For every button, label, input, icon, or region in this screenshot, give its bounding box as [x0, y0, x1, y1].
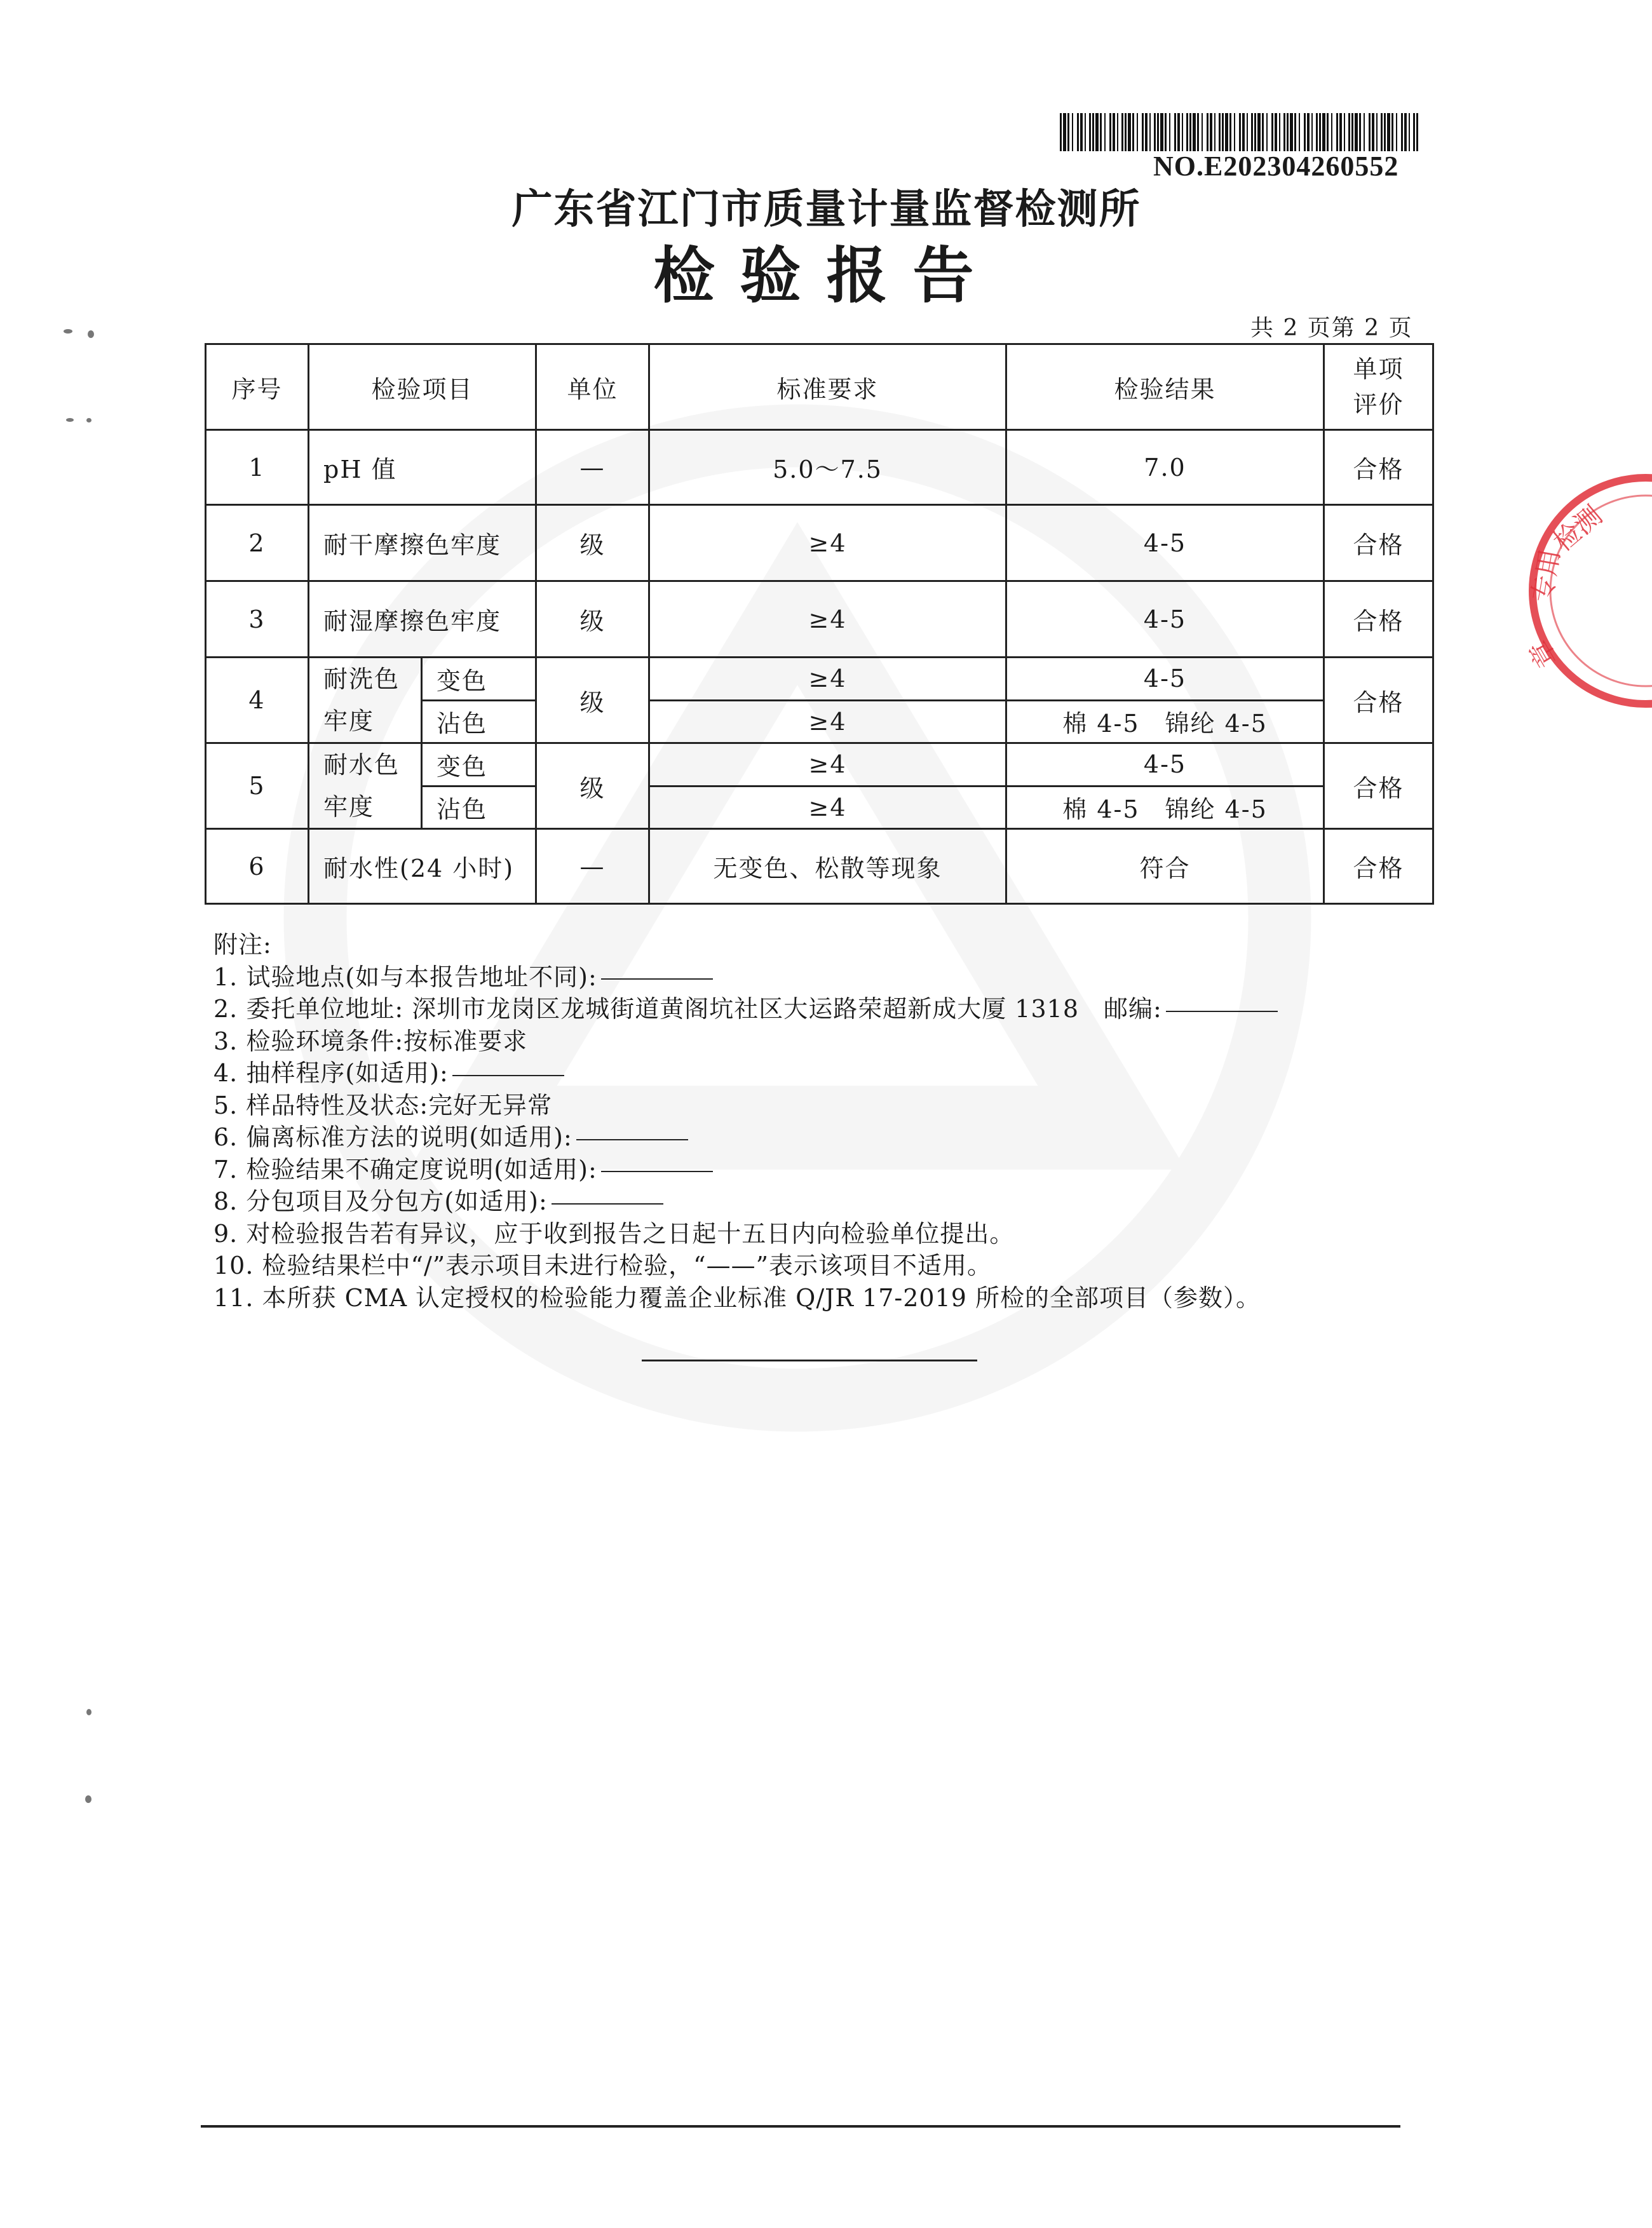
barcode-bar [1316, 113, 1318, 151]
notes-section [213, 929, 1278, 1314]
row-result: 7.0 [1006, 430, 1324, 505]
note-text: 3. 检验环境条件:按标准要求 [213, 1027, 528, 1055]
barcode-bar [1149, 113, 1151, 151]
note-text: 9. 对检验报告若有异议，应于收到报告之日起十五日内向检验单位提出。 [213, 1219, 1015, 1248]
barcode-bar [1234, 113, 1235, 151]
note-item [213, 1154, 1278, 1186]
barcode-bar [1145, 113, 1148, 151]
results-table [205, 343, 1434, 905]
row-standard: ≥4 [649, 581, 1006, 658]
row-result: 符合 [1006, 829, 1324, 904]
row-standard: 无变色、松散等现象 [649, 829, 1006, 904]
row-evaluation: 合格 [1324, 581, 1433, 658]
row-subitem: 变色 [422, 743, 536, 787]
row-subitem: 沾色 [422, 700, 536, 743]
scan-speck [88, 330, 94, 338]
row-unit: — [536, 430, 649, 505]
note-text: 1. 试验地点(如与本报告地址不同): [213, 962, 597, 991]
row-evaluation: 合格 [1324, 430, 1433, 505]
barcode-bar [1189, 113, 1191, 151]
barcode-bar [1137, 113, 1138, 151]
barcode-bar [1413, 113, 1415, 151]
report-number: NO.E202304260552 [1153, 151, 1399, 182]
table-row [206, 743, 1433, 787]
barcode-bar [1160, 113, 1163, 151]
row-item-line1: 耐洗色 [323, 665, 400, 693]
barcode-bar [1299, 113, 1300, 151]
page-info: 共 2 页第 2 页 [1250, 315, 1413, 341]
barcode-bar [1165, 113, 1167, 151]
svg-text:专用: 专用 [1526, 546, 1566, 605]
note-item [213, 1218, 1278, 1250]
note-text: 8. 分包项目及分包方(如适用): [213, 1187, 548, 1215]
barcode-bar [1214, 113, 1215, 151]
row-seq: 2 [206, 505, 309, 581]
note-item [213, 1282, 1278, 1314]
row-seq: 6 [206, 829, 309, 904]
header-unit: 单位 [536, 344, 649, 430]
table-row [206, 430, 1433, 505]
barcode-bar [1100, 113, 1102, 151]
barcode-bar [1275, 113, 1277, 151]
row-seq: 3 [206, 581, 309, 658]
note-text: 2. 委托单位地址: 深圳市龙岗区龙城街道黄阁坑社区大运路荣超新成大厦 1318 邮编: [213, 995, 1162, 1023]
row-unit: 级 [536, 581, 649, 658]
scan-speck [66, 418, 74, 422]
barcode-bar [1157, 113, 1159, 151]
blank-line [576, 1139, 688, 1140]
row-evaluation: 合格 [1324, 743, 1433, 829]
header-seq: 序号 [206, 344, 309, 430]
barcode-bar [1113, 113, 1115, 151]
table-row [206, 505, 1433, 581]
header-item: 检验项目 [309, 344, 536, 430]
row-subitem: 变色 [422, 658, 536, 701]
barcode-bar [1154, 113, 1156, 151]
row-evaluation: 合格 [1324, 829, 1433, 904]
row-item-line2: 牢度 [323, 707, 375, 735]
note-item [213, 1121, 1278, 1154]
scan-speck [64, 329, 72, 334]
row-result: 棉 4-5 锦纶 4-5 [1006, 786, 1324, 829]
table-row [206, 581, 1433, 658]
scan-speck [85, 1795, 91, 1803]
barcode-bar [1186, 113, 1188, 151]
row-item-line1: 耐水色 [323, 751, 400, 779]
barcode-bar [1229, 113, 1231, 151]
note-text: 10. 检验结果栏中“/”表示项目未进行检验，“——”表示该项目不适用。 [213, 1252, 992, 1279]
barcode-bar [1351, 113, 1353, 151]
barcode-bar [1344, 113, 1345, 151]
barcode-bar [1387, 113, 1390, 151]
barcode-bar [1080, 113, 1083, 151]
barcode-bar [1283, 113, 1285, 151]
row-seq: 5 [206, 743, 309, 829]
table-row [206, 829, 1433, 904]
barcode-bar [1294, 113, 1296, 151]
barcode-bar [1355, 113, 1358, 151]
barcode-bar [1197, 113, 1199, 151]
blank-line [452, 1075, 564, 1076]
blank-line [601, 1171, 713, 1172]
note-text: 6. 偏离标准方法的说明(如适用): [213, 1123, 572, 1151]
barcode-bar [1142, 113, 1144, 151]
organization-name: 广东省江门市质量计量监督检测所 [511, 186, 1141, 233]
row-standard: ≥4 [649, 658, 1006, 701]
header-standard: 标准要求 [649, 344, 1006, 430]
row-unit: — [536, 829, 649, 904]
document-title: 检验报告 [653, 240, 999, 311]
note-text: 5. 样品特性及状态:完好无异常 [213, 1091, 553, 1119]
barcode-bar [1067, 113, 1069, 151]
barcode-bar [1391, 113, 1393, 151]
header-evaluation-line2: 评价 [1353, 391, 1404, 419]
barcode-bar [1117, 113, 1118, 151]
barcode-bar [1262, 113, 1264, 151]
note-item [213, 993, 1278, 1025]
barcode-bar [1089, 113, 1091, 151]
barcode-bar [1416, 113, 1418, 151]
barcode-bar [1063, 113, 1066, 151]
row-item [309, 658, 422, 743]
barcode-bar [1327, 113, 1329, 151]
barcode-bar [1174, 113, 1176, 151]
row-result: 4-5 [1006, 743, 1324, 787]
barcode-bar [1257, 113, 1261, 151]
barcode-bar [1242, 113, 1245, 151]
footer-rule [201, 2125, 1400, 2128]
note-item [213, 1250, 1278, 1282]
header-evaluation [1324, 344, 1433, 430]
row-standard: ≥4 [649, 505, 1006, 581]
note-item [213, 1025, 1278, 1058]
barcode-bar [1251, 113, 1253, 151]
barcode-bar [1202, 113, 1203, 151]
row-item: 耐湿摩擦色牢度 [309, 581, 536, 658]
note-item [213, 1185, 1278, 1218]
barcode-bar [1125, 113, 1127, 151]
barcode-bar [1169, 113, 1170, 151]
table-row [206, 658, 1433, 701]
row-standard: ≥4 [649, 700, 1006, 743]
scan-speck [86, 1709, 91, 1715]
row-standard: 5.0～7.5 [649, 430, 1006, 505]
barcode-bar [1364, 113, 1365, 151]
barcode-bar [1359, 113, 1361, 151]
blank-line [601, 978, 713, 980]
note-item [213, 1090, 1278, 1122]
blank-line [1166, 1011, 1278, 1012]
barcode-bar [1307, 113, 1310, 151]
barcode-bar [1109, 113, 1111, 151]
row-item: pH 值 [309, 430, 536, 505]
barcode-bar [1132, 113, 1134, 151]
barcode-bar [1331, 113, 1332, 151]
row-result: 4-5 [1006, 581, 1324, 658]
header-result: 检验结果 [1006, 344, 1324, 430]
row-result: 棉 4-5 锦纶 4-5 [1006, 700, 1324, 743]
row-unit: 级 [536, 658, 649, 743]
row-seq: 4 [206, 658, 309, 743]
barcode-bar [1104, 113, 1106, 151]
barcode-bar [1369, 113, 1371, 151]
barcode-bar [1348, 113, 1350, 151]
barcode-bar [1121, 113, 1123, 151]
barcode-bar [1384, 113, 1386, 151]
barcode-bar [1182, 113, 1183, 151]
notes-heading: 附注: [213, 931, 272, 959]
row-evaluation: 合格 [1324, 505, 1433, 581]
barcode-bar [1128, 113, 1131, 151]
barcode-bar [1247, 113, 1248, 151]
row-result: 4-5 [1006, 658, 1324, 701]
barcode-bar [1072, 113, 1073, 151]
barcode-bar [1304, 113, 1306, 151]
row-unit: 级 [536, 743, 649, 829]
note-item [213, 1057, 1278, 1090]
barcode-bar [1225, 113, 1228, 151]
barcode-bar [1287, 113, 1289, 151]
note-text: 7. 检验结果不确定度说明(如适用): [213, 1155, 597, 1184]
barcode-bar [1207, 113, 1209, 151]
end-of-report-line [642, 1360, 977, 1361]
barcode-bar [1279, 113, 1280, 151]
barcode-bar [1381, 113, 1383, 151]
row-standard: ≥4 [649, 743, 1006, 787]
barcode-bar [1085, 113, 1086, 151]
barcode-bar [1222, 113, 1224, 151]
barcode-bar [1060, 113, 1062, 151]
barcode-bar [1210, 113, 1212, 151]
barcode-bar [1404, 113, 1407, 151]
scan-speck [86, 418, 91, 422]
row-unit: 级 [536, 505, 649, 581]
barcode-bar [1372, 113, 1374, 151]
row-item-line2: 牢度 [323, 793, 375, 821]
barcode-bar [1396, 113, 1397, 151]
row-standard: ≥4 [649, 786, 1006, 829]
row-item: 耐水性(24 小时) [309, 829, 536, 904]
barcode-bar [1336, 113, 1338, 151]
barcode-bar [1193, 113, 1196, 151]
barcode-bar [1077, 113, 1079, 151]
row-item: 耐干摩擦色牢度 [309, 505, 536, 581]
barcode-bar [1339, 113, 1342, 151]
barcode-bar [1311, 113, 1313, 151]
barcode-bar [1239, 113, 1241, 151]
barcode-bar [1092, 113, 1094, 151]
barcode-bar [1095, 113, 1099, 151]
barcode-bar [1319, 113, 1321, 151]
row-subitem: 沾色 [422, 786, 536, 829]
barcode-bar [1322, 113, 1325, 151]
official-seal-icon [1487, 457, 1652, 724]
note-text: 11. 本所获 CMA 认定授权的检验能力覆盖企业标准 Q/JR 17-2019 所检的全部项目（参数）。 [213, 1283, 1261, 1312]
barcode-bar [1401, 113, 1403, 151]
note-item [213, 961, 1278, 994]
header-evaluation-line1: 单项 [1353, 355, 1404, 383]
barcode-bar [1177, 113, 1180, 151]
barcode-bar [1254, 113, 1256, 151]
barcode [1060, 113, 1421, 151]
barcode-bar [1266, 113, 1268, 151]
svg-text:章: 章 [1523, 634, 1564, 673]
row-evaluation: 合格 [1324, 658, 1433, 743]
svg-text:检测: 检测 [1547, 499, 1608, 558]
row-result: 4-5 [1006, 505, 1324, 581]
barcode-bar [1290, 113, 1293, 151]
row-item [309, 743, 422, 829]
barcode-bar [1219, 113, 1221, 151]
barcode-bar [1409, 113, 1410, 151]
blank-line [552, 1203, 663, 1205]
table-header-row [206, 344, 1433, 430]
barcode-bar [1376, 113, 1378, 151]
barcode-bar [1271, 113, 1273, 151]
row-seq: 1 [206, 430, 309, 505]
note-text: 4. 抽样程序(如适用): [213, 1059, 449, 1087]
